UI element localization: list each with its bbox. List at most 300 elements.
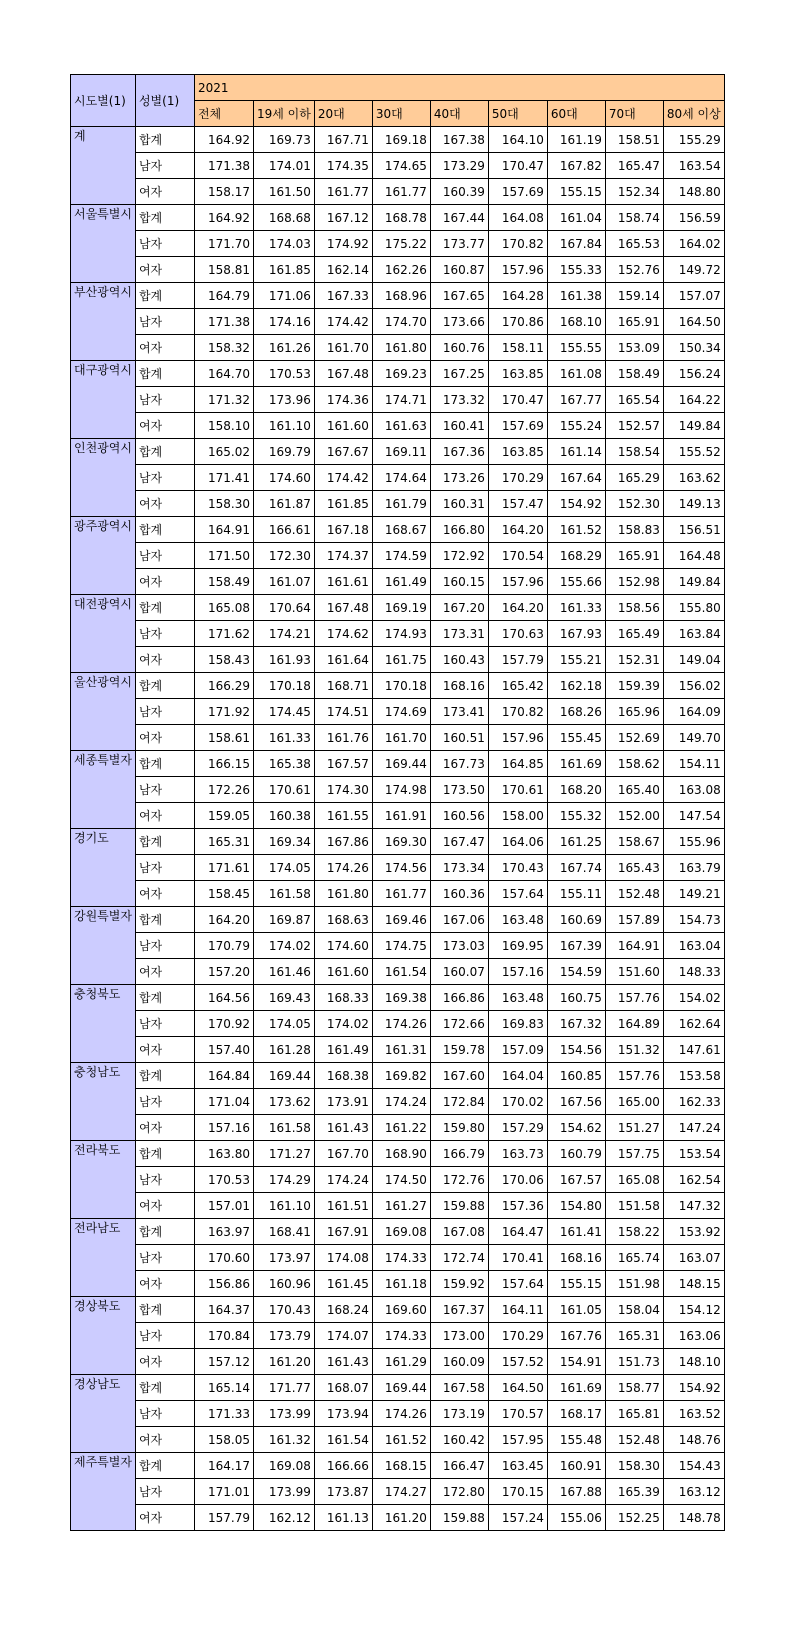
value-cell[interactable]: 174.05 (253, 1011, 314, 1037)
value-cell[interactable]: 155.11 (547, 881, 605, 907)
value-cell[interactable]: 167.60 (430, 1063, 488, 1089)
value-cell[interactable]: 174.05 (253, 855, 314, 881)
value-cell[interactable]: 169.60 (372, 1297, 430, 1323)
sex-cell[interactable]: 여자 (135, 1193, 194, 1219)
value-cell[interactable]: 164.47 (488, 1219, 547, 1245)
value-cell[interactable]: 167.70 (314, 1141, 372, 1167)
value-cell[interactable]: 161.26 (253, 335, 314, 361)
value-cell[interactable]: 161.07 (253, 569, 314, 595)
value-cell[interactable]: 168.07 (314, 1375, 372, 1401)
value-cell[interactable]: 170.53 (194, 1167, 253, 1193)
value-cell[interactable]: 166.66 (314, 1453, 372, 1479)
value-cell[interactable]: 158.11 (488, 335, 547, 361)
value-cell[interactable]: 165.53 (605, 231, 663, 257)
value-cell[interactable]: 173.32 (430, 387, 488, 413)
value-cell[interactable]: 163.79 (663, 855, 724, 881)
value-cell[interactable]: 148.15 (663, 1271, 724, 1297)
value-cell[interactable]: 160.51 (430, 725, 488, 751)
value-cell[interactable]: 174.59 (372, 543, 430, 569)
value-cell[interactable]: 169.79 (253, 439, 314, 465)
value-cell[interactable]: 171.62 (194, 621, 253, 647)
sex-cell[interactable]: 여자 (135, 959, 194, 985)
value-cell[interactable]: 162.54 (663, 1167, 724, 1193)
value-cell[interactable]: 170.54 (488, 543, 547, 569)
value-cell[interactable]: 160.15 (430, 569, 488, 595)
sex-cell[interactable]: 합계 (135, 517, 194, 543)
sex-cell[interactable]: 여자 (135, 881, 194, 907)
value-cell[interactable]: 168.17 (547, 1401, 605, 1427)
value-cell[interactable]: 148.78 (663, 1505, 724, 1531)
value-cell[interactable]: 165.02 (194, 439, 253, 465)
value-cell[interactable]: 153.09 (605, 335, 663, 361)
value-cell[interactable]: 168.15 (372, 1453, 430, 1479)
value-cell[interactable]: 174.62 (314, 621, 372, 647)
value-cell[interactable]: 164.22 (663, 387, 724, 413)
value-cell[interactable]: 167.47 (430, 829, 488, 855)
value-cell[interactable]: 161.28 (253, 1037, 314, 1063)
value-cell[interactable]: 172.26 (194, 777, 253, 803)
value-cell[interactable]: 168.38 (314, 1063, 372, 1089)
value-cell[interactable]: 160.69 (547, 907, 605, 933)
value-cell[interactable]: 152.48 (605, 881, 663, 907)
value-cell[interactable]: 174.36 (314, 387, 372, 413)
region-cell[interactable]: 전라북도 (71, 1141, 136, 1219)
value-cell[interactable]: 165.14 (194, 1375, 253, 1401)
value-cell[interactable]: 167.88 (547, 1479, 605, 1505)
value-cell[interactable]: 157.79 (194, 1505, 253, 1531)
sex-header[interactable]: 성별(1) (135, 75, 194, 127)
value-cell[interactable]: 164.50 (663, 309, 724, 335)
value-cell[interactable]: 167.48 (314, 361, 372, 387)
value-cell[interactable]: 160.39 (430, 179, 488, 205)
value-cell[interactable]: 161.22 (372, 1115, 430, 1141)
value-cell[interactable]: 170.47 (488, 153, 547, 179)
value-cell[interactable]: 174.16 (253, 309, 314, 335)
value-cell[interactable]: 163.06 (663, 1323, 724, 1349)
value-cell[interactable]: 163.62 (663, 465, 724, 491)
value-cell[interactable]: 168.26 (547, 699, 605, 725)
value-cell[interactable]: 160.91 (547, 1453, 605, 1479)
value-cell[interactable]: 151.32 (605, 1037, 663, 1063)
value-cell[interactable]: 161.18 (372, 1271, 430, 1297)
column-header[interactable]: 30대 (372, 101, 430, 127)
value-cell[interactable]: 160.56 (430, 803, 488, 829)
region-cell[interactable]: 전라남도 (71, 1219, 136, 1297)
value-cell[interactable]: 158.17 (194, 179, 253, 205)
sex-cell[interactable]: 여자 (135, 491, 194, 517)
value-cell[interactable]: 164.17 (194, 1453, 253, 1479)
value-cell[interactable]: 173.19 (430, 1401, 488, 1427)
value-cell[interactable]: 159.80 (430, 1115, 488, 1141)
column-header[interactable]: 19세 이하 (253, 101, 314, 127)
value-cell[interactable]: 173.87 (314, 1479, 372, 1505)
value-cell[interactable]: 151.60 (605, 959, 663, 985)
column-header[interactable]: 전체 (194, 101, 253, 127)
value-cell[interactable]: 161.52 (547, 517, 605, 543)
value-cell[interactable]: 163.52 (663, 1401, 724, 1427)
value-cell[interactable]: 154.12 (663, 1297, 724, 1323)
value-cell[interactable]: 154.92 (663, 1375, 724, 1401)
value-cell[interactable]: 169.34 (253, 829, 314, 855)
sex-cell[interactable]: 여자 (135, 1037, 194, 1063)
value-cell[interactable]: 154.80 (547, 1193, 605, 1219)
value-cell[interactable]: 154.91 (547, 1349, 605, 1375)
value-cell[interactable]: 173.97 (253, 1245, 314, 1271)
value-cell[interactable]: 161.20 (372, 1505, 430, 1531)
value-cell[interactable]: 161.80 (314, 881, 372, 907)
value-cell[interactable]: 165.38 (253, 751, 314, 777)
value-cell[interactable]: 161.93 (253, 647, 314, 673)
value-cell[interactable]: 161.70 (314, 335, 372, 361)
value-cell[interactable]: 164.10 (488, 127, 547, 153)
value-cell[interactable]: 171.06 (253, 283, 314, 309)
region-cell[interactable]: 강원특별자 (71, 907, 136, 985)
value-cell[interactable]: 167.67 (314, 439, 372, 465)
value-cell[interactable]: 167.08 (430, 1219, 488, 1245)
value-cell[interactable]: 161.58 (253, 881, 314, 907)
value-cell[interactable]: 152.76 (605, 257, 663, 283)
value-cell[interactable]: 170.18 (372, 673, 430, 699)
value-cell[interactable]: 167.65 (430, 283, 488, 309)
value-cell[interactable]: 158.54 (605, 439, 663, 465)
value-cell[interactable]: 147.61 (663, 1037, 724, 1063)
value-cell[interactable]: 168.68 (253, 205, 314, 231)
sex-cell[interactable]: 여자 (135, 179, 194, 205)
value-cell[interactable]: 170.06 (488, 1167, 547, 1193)
column-header[interactable]: 50대 (488, 101, 547, 127)
value-cell[interactable]: 174.93 (372, 621, 430, 647)
sex-cell[interactable]: 여자 (135, 1427, 194, 1453)
value-cell[interactable]: 174.50 (372, 1167, 430, 1193)
sex-cell[interactable]: 남자 (135, 1011, 194, 1037)
sex-cell[interactable]: 합계 (135, 907, 194, 933)
value-cell[interactable]: 153.92 (663, 1219, 724, 1245)
value-cell[interactable]: 173.77 (430, 231, 488, 257)
value-cell[interactable]: 173.99 (253, 1401, 314, 1427)
region-cell[interactable]: 서울특별시 (71, 205, 136, 283)
sex-cell[interactable]: 남자 (135, 621, 194, 647)
value-cell[interactable]: 158.00 (488, 803, 547, 829)
value-cell[interactable]: 169.08 (253, 1453, 314, 1479)
value-cell[interactable]: 170.86 (488, 309, 547, 335)
value-cell[interactable]: 174.24 (372, 1089, 430, 1115)
value-cell[interactable]: 167.25 (430, 361, 488, 387)
value-cell[interactable]: 160.36 (430, 881, 488, 907)
value-cell[interactable]: 157.16 (194, 1115, 253, 1141)
value-cell[interactable]: 153.54 (663, 1141, 724, 1167)
value-cell[interactable]: 157.69 (488, 413, 547, 439)
region-cell[interactable]: 울산광역시 (71, 673, 136, 751)
value-cell[interactable]: 161.63 (372, 413, 430, 439)
value-cell[interactable]: 174.51 (314, 699, 372, 725)
value-cell[interactable]: 170.18 (253, 673, 314, 699)
value-cell[interactable]: 161.49 (314, 1037, 372, 1063)
value-cell[interactable]: 157.95 (488, 1427, 547, 1453)
value-cell[interactable]: 158.51 (605, 127, 663, 153)
value-cell[interactable]: 167.48 (314, 595, 372, 621)
value-cell[interactable]: 174.70 (372, 309, 430, 335)
value-cell[interactable]: 170.43 (488, 855, 547, 881)
sex-cell[interactable]: 남자 (135, 933, 194, 959)
value-cell[interactable]: 168.63 (314, 907, 372, 933)
value-cell[interactable]: 160.43 (430, 647, 488, 673)
value-cell[interactable]: 158.83 (605, 517, 663, 543)
value-cell[interactable]: 173.03 (430, 933, 488, 959)
value-cell[interactable]: 174.26 (314, 855, 372, 881)
value-cell[interactable]: 157.89 (605, 907, 663, 933)
value-cell[interactable]: 173.99 (253, 1479, 314, 1505)
value-cell[interactable]: 147.54 (663, 803, 724, 829)
value-cell[interactable]: 155.45 (547, 725, 605, 751)
sex-cell[interactable]: 남자 (135, 1167, 194, 1193)
value-cell[interactable]: 174.65 (372, 153, 430, 179)
value-cell[interactable]: 157.29 (488, 1115, 547, 1141)
value-cell[interactable]: 169.44 (372, 1375, 430, 1401)
sex-cell[interactable]: 남자 (135, 1479, 194, 1505)
value-cell[interactable]: 161.33 (253, 725, 314, 751)
value-cell[interactable]: 158.30 (605, 1453, 663, 1479)
region-cell[interactable]: 세종특별자 (71, 751, 136, 829)
value-cell[interactable]: 170.79 (194, 933, 253, 959)
value-cell[interactable]: 167.37 (430, 1297, 488, 1323)
value-cell[interactable]: 174.30 (314, 777, 372, 803)
value-cell[interactable]: 174.98 (372, 777, 430, 803)
value-cell[interactable]: 168.10 (547, 309, 605, 335)
value-cell[interactable]: 170.53 (253, 361, 314, 387)
value-cell[interactable]: 155.80 (663, 595, 724, 621)
value-cell[interactable]: 152.48 (605, 1427, 663, 1453)
value-cell[interactable]: 164.20 (488, 517, 547, 543)
value-cell[interactable]: 167.77 (547, 387, 605, 413)
value-cell[interactable]: 171.27 (253, 1141, 314, 1167)
value-cell[interactable]: 164.89 (605, 1011, 663, 1037)
value-cell[interactable]: 155.96 (663, 829, 724, 855)
value-cell[interactable]: 160.42 (430, 1427, 488, 1453)
value-cell[interactable]: 160.41 (430, 413, 488, 439)
value-cell[interactable]: 154.56 (547, 1037, 605, 1063)
value-cell[interactable]: 166.80 (430, 517, 488, 543)
value-cell[interactable]: 169.38 (372, 985, 430, 1011)
value-cell[interactable]: 173.34 (430, 855, 488, 881)
value-cell[interactable]: 155.32 (547, 803, 605, 829)
value-cell[interactable]: 170.41 (488, 1245, 547, 1271)
value-cell[interactable]: 167.74 (547, 855, 605, 881)
value-cell[interactable]: 174.26 (372, 1401, 430, 1427)
value-cell[interactable]: 165.47 (605, 153, 663, 179)
value-cell[interactable]: 149.70 (663, 725, 724, 751)
value-cell[interactable]: 174.01 (253, 153, 314, 179)
sex-cell[interactable]: 남자 (135, 387, 194, 413)
value-cell[interactable]: 159.39 (605, 673, 663, 699)
value-cell[interactable]: 172.76 (430, 1167, 488, 1193)
value-cell[interactable]: 159.88 (430, 1505, 488, 1531)
sex-cell[interactable]: 합계 (135, 1375, 194, 1401)
value-cell[interactable]: 157.76 (605, 985, 663, 1011)
sex-cell[interactable]: 남자 (135, 855, 194, 881)
value-cell[interactable]: 164.56 (194, 985, 253, 1011)
value-cell[interactable]: 173.26 (430, 465, 488, 491)
value-cell[interactable]: 169.82 (372, 1063, 430, 1089)
value-cell[interactable]: 174.24 (314, 1167, 372, 1193)
value-cell[interactable]: 161.10 (253, 1193, 314, 1219)
value-cell[interactable]: 174.45 (253, 699, 314, 725)
value-cell[interactable]: 164.04 (488, 1063, 547, 1089)
value-cell[interactable]: 161.58 (253, 1115, 314, 1141)
value-cell[interactable]: 157.96 (488, 569, 547, 595)
value-cell[interactable]: 158.49 (194, 569, 253, 595)
value-cell[interactable]: 157.75 (605, 1141, 663, 1167)
sex-cell[interactable]: 남자 (135, 1245, 194, 1271)
value-cell[interactable]: 154.02 (663, 985, 724, 1011)
value-cell[interactable]: 170.15 (488, 1479, 547, 1505)
value-cell[interactable]: 161.91 (372, 803, 430, 829)
value-cell[interactable]: 161.54 (314, 1427, 372, 1453)
value-cell[interactable]: 164.20 (194, 907, 253, 933)
value-cell[interactable]: 160.09 (430, 1349, 488, 1375)
value-cell[interactable]: 156.24 (663, 361, 724, 387)
value-cell[interactable]: 164.08 (488, 205, 547, 231)
value-cell[interactable]: 167.20 (430, 595, 488, 621)
sex-cell[interactable]: 여자 (135, 647, 194, 673)
value-cell[interactable]: 157.52 (488, 1349, 547, 1375)
value-cell[interactable]: 165.29 (605, 465, 663, 491)
value-cell[interactable]: 157.36 (488, 1193, 547, 1219)
sex-cell[interactable]: 남자 (135, 699, 194, 725)
value-cell[interactable]: 161.85 (314, 491, 372, 517)
value-cell[interactable]: 155.15 (547, 1271, 605, 1297)
value-cell[interactable]: 168.29 (547, 543, 605, 569)
sex-cell[interactable]: 합계 (135, 1219, 194, 1245)
value-cell[interactable]: 174.60 (253, 465, 314, 491)
year-header[interactable]: 2021 (194, 75, 724, 101)
value-cell[interactable]: 157.96 (488, 725, 547, 751)
value-cell[interactable]: 171.38 (194, 153, 253, 179)
value-cell[interactable]: 167.71 (314, 127, 372, 153)
value-cell[interactable]: 173.41 (430, 699, 488, 725)
value-cell[interactable]: 157.69 (488, 179, 547, 205)
sex-cell[interactable]: 남자 (135, 231, 194, 257)
value-cell[interactable]: 161.20 (253, 1349, 314, 1375)
value-cell[interactable]: 161.13 (314, 1505, 372, 1531)
value-cell[interactable]: 161.41 (547, 1219, 605, 1245)
value-cell[interactable]: 158.62 (605, 751, 663, 777)
value-cell[interactable]: 168.20 (547, 777, 605, 803)
value-cell[interactable]: 174.37 (314, 543, 372, 569)
value-cell[interactable]: 155.55 (547, 335, 605, 361)
value-cell[interactable]: 174.75 (372, 933, 430, 959)
value-cell[interactable]: 165.00 (605, 1089, 663, 1115)
value-cell[interactable]: 171.41 (194, 465, 253, 491)
region-cell[interactable]: 충청북도 (71, 985, 136, 1063)
value-cell[interactable]: 174.08 (314, 1245, 372, 1271)
value-cell[interactable]: 147.24 (663, 1115, 724, 1141)
value-cell[interactable]: 163.85 (488, 439, 547, 465)
value-cell[interactable]: 164.11 (488, 1297, 547, 1323)
value-cell[interactable]: 152.25 (605, 1505, 663, 1531)
value-cell[interactable]: 161.77 (314, 179, 372, 205)
value-cell[interactable]: 155.24 (547, 413, 605, 439)
value-cell[interactable]: 165.91 (605, 309, 663, 335)
value-cell[interactable]: 163.12 (663, 1479, 724, 1505)
value-cell[interactable]: 174.02 (314, 1011, 372, 1037)
value-cell[interactable]: 171.33 (194, 1401, 253, 1427)
sex-cell[interactable]: 합계 (135, 1141, 194, 1167)
value-cell[interactable]: 154.62 (547, 1115, 605, 1141)
sex-cell[interactable]: 합계 (135, 1297, 194, 1323)
value-cell[interactable]: 174.33 (372, 1245, 430, 1271)
value-cell[interactable]: 174.64 (372, 465, 430, 491)
value-cell[interactable]: 168.16 (430, 673, 488, 699)
value-cell[interactable]: 174.92 (314, 231, 372, 257)
value-cell[interactable]: 152.31 (605, 647, 663, 673)
value-cell[interactable]: 158.05 (194, 1427, 253, 1453)
value-cell[interactable]: 167.33 (314, 283, 372, 309)
value-cell[interactable]: 165.31 (605, 1323, 663, 1349)
value-cell[interactable]: 173.91 (314, 1089, 372, 1115)
value-cell[interactable]: 170.82 (488, 231, 547, 257)
region-cell[interactable]: 경상남도 (71, 1375, 136, 1453)
value-cell[interactable]: 174.71 (372, 387, 430, 413)
value-cell[interactable]: 159.78 (430, 1037, 488, 1063)
value-cell[interactable]: 152.98 (605, 569, 663, 595)
value-cell[interactable]: 157.16 (488, 959, 547, 985)
value-cell[interactable]: 170.57 (488, 1401, 547, 1427)
value-cell[interactable]: 155.21 (547, 647, 605, 673)
value-cell[interactable]: 161.38 (547, 283, 605, 309)
value-cell[interactable]: 158.04 (605, 1297, 663, 1323)
value-cell[interactable]: 161.54 (372, 959, 430, 985)
value-cell[interactable]: 170.60 (194, 1245, 253, 1271)
value-cell[interactable]: 170.92 (194, 1011, 253, 1037)
value-cell[interactable]: 171.32 (194, 387, 253, 413)
value-cell[interactable]: 155.48 (547, 1427, 605, 1453)
value-cell[interactable]: 163.07 (663, 1245, 724, 1271)
value-cell[interactable]: 154.11 (663, 751, 724, 777)
value-cell[interactable]: 173.66 (430, 309, 488, 335)
region-cell[interactable]: 인천광역시 (71, 439, 136, 517)
value-cell[interactable]: 167.57 (314, 751, 372, 777)
value-cell[interactable]: 152.69 (605, 725, 663, 751)
value-cell[interactable]: 167.93 (547, 621, 605, 647)
value-cell[interactable]: 161.76 (314, 725, 372, 751)
sex-cell[interactable]: 여자 (135, 1349, 194, 1375)
sex-cell[interactable]: 합계 (135, 985, 194, 1011)
value-cell[interactable]: 161.60 (314, 959, 372, 985)
value-cell[interactable]: 162.14 (314, 257, 372, 283)
value-cell[interactable]: 163.04 (663, 933, 724, 959)
value-cell[interactable]: 161.61 (314, 569, 372, 595)
value-cell[interactable]: 162.33 (663, 1089, 724, 1115)
value-cell[interactable]: 171.77 (253, 1375, 314, 1401)
value-cell[interactable]: 170.61 (488, 777, 547, 803)
sex-cell[interactable]: 합계 (135, 439, 194, 465)
value-cell[interactable]: 158.77 (605, 1375, 663, 1401)
value-cell[interactable]: 172.30 (253, 543, 314, 569)
value-cell[interactable]: 160.79 (547, 1141, 605, 1167)
value-cell[interactable]: 168.24 (314, 1297, 372, 1323)
value-cell[interactable]: 174.35 (314, 153, 372, 179)
value-cell[interactable]: 166.79 (430, 1141, 488, 1167)
value-cell[interactable]: 152.57 (605, 413, 663, 439)
value-cell[interactable]: 161.32 (253, 1427, 314, 1453)
region-cell[interactable]: 제주특별자 (71, 1453, 136, 1531)
sex-cell[interactable]: 남자 (135, 777, 194, 803)
value-cell[interactable]: 152.00 (605, 803, 663, 829)
sex-cell[interactable]: 남자 (135, 1323, 194, 1349)
value-cell[interactable]: 163.73 (488, 1141, 547, 1167)
value-cell[interactable]: 170.82 (488, 699, 547, 725)
value-cell[interactable]: 157.20 (194, 959, 253, 985)
